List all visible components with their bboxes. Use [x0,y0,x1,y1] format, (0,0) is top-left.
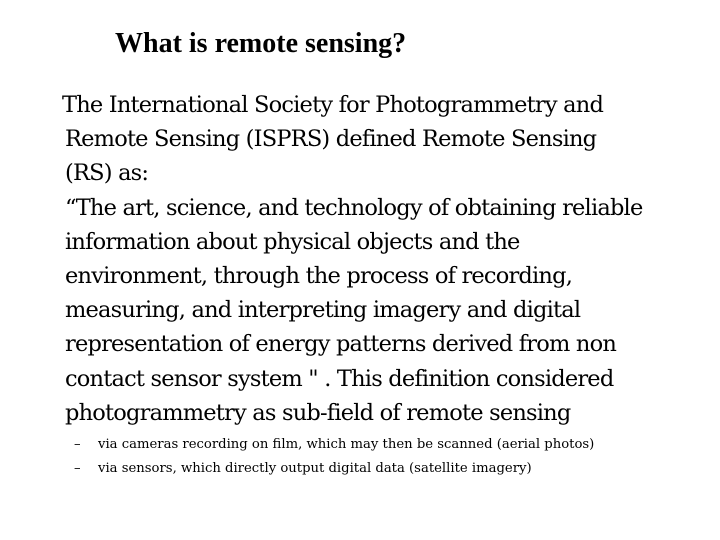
paragraph-line: information about physical objects and the [65,228,520,255]
sub-bullet-text: via cameras recording on film, which may then be scanned (aerial photos) [98,437,595,452]
paragraph-line: environment, through the process of recording, [65,263,573,290]
definition-paragraph [62,88,702,430]
paragraph-line: (RS) as: [65,160,149,187]
paragraph-line: contact sensor system " . This definition considered [65,365,614,392]
paragraph-line: measuring, and interpreting imagery and digital [65,297,581,324]
sub-bullet-list [74,433,595,481]
sub-bullet-text: via sensors, which directly output digital data (satellite imagery) [98,461,532,476]
paragraph-line: Remote Sensing (ISPRS) defined Remote Sensing [65,126,597,153]
dash-bullet-icon: – [74,461,81,476]
slide-title: What is remote sensing? [115,28,407,59]
paragraph-line: The International Society for Photogrammetry and [62,92,604,118]
sub-bullet-item [74,433,595,457]
paragraph-line: photogrammetry as sub-field of remote sensing [65,399,571,426]
paragraph-line: “The art, science, and technology of obtaining reliable [65,194,643,221]
dash-bullet-icon: – [74,437,81,452]
paragraph-line: representation of energy patterns derived from non [65,331,617,358]
sub-bullet-item [74,457,594,481]
